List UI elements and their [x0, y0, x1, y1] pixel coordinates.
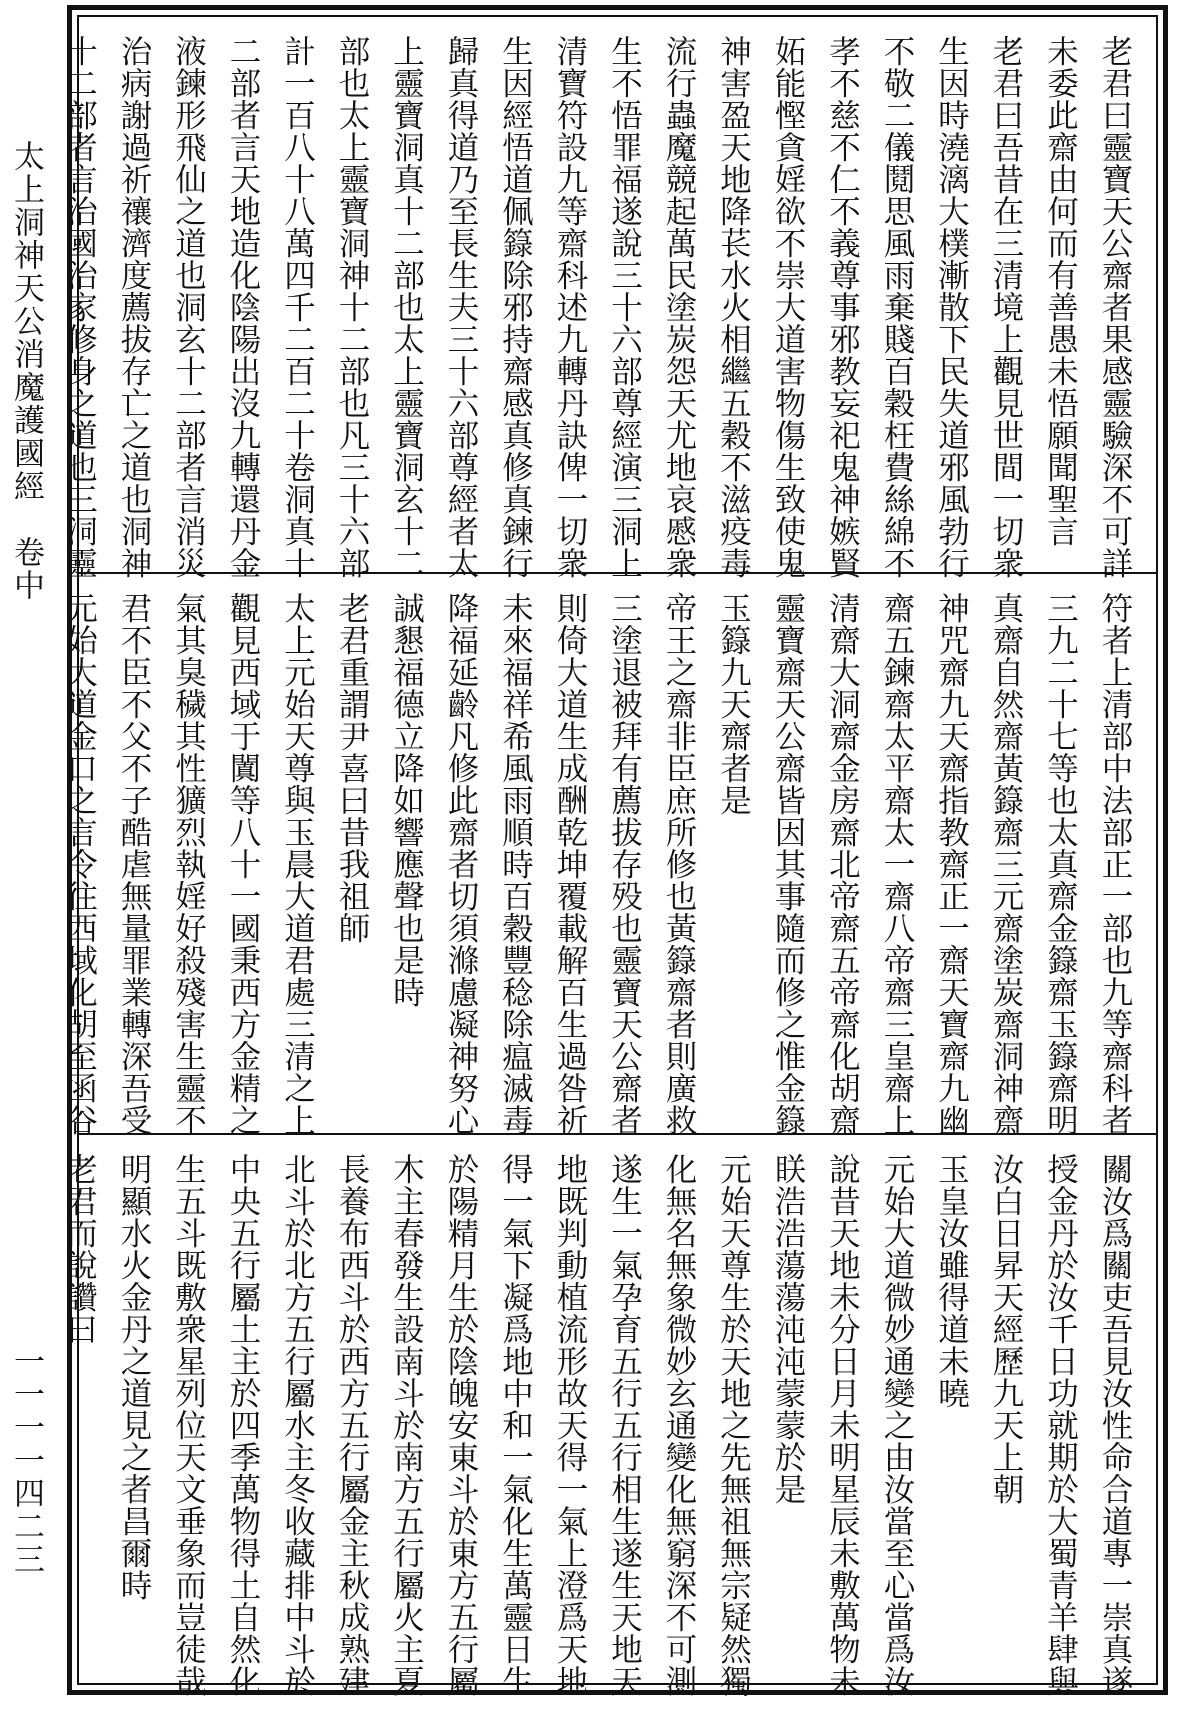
text-column: 老君曰靈寶天公齋者果感靈驗深不可詳	[1097, 35, 1133, 579]
text-column: 清齋大洞齋金房齋北帝齋五帝齋化胡齋	[824, 592, 861, 1136]
page-frame	[61, 5, 1168, 1697]
text-column: 元始大道金口之言令往西域化胡至函谷	[61, 592, 98, 1136]
text-column: 部也太上靈寶洞神十二部也凡三十六部	[334, 35, 370, 579]
text-column: 帝王之齋非臣庶所修也黃籙齋者則廣救	[661, 592, 697, 1136]
volume-title: 太上洞神天公消魔護國經 卷中	[8, 140, 44, 602]
text-column: 誠懇福德立降如響應聲也是時	[388, 592, 425, 1008]
text-column: 妬能慳貪婬欲不崇大道害物傷生致使鬼	[770, 35, 806, 579]
text-column: 生因時澆漓大樸漸散下民失道邪風勃行	[933, 35, 970, 579]
text-column: 元始大道微妙通變之由汝當至心當爲汝	[879, 1153, 915, 1697]
text-column: 孝不慈不仁不義尊事邪教妄祀鬼神嫉賢	[824, 35, 861, 579]
text-column: 治病謝過祈禳濟度薦拔存亡之道也洞神	[116, 35, 152, 579]
text-column: 玉皇汝雖得道未曉	[933, 1153, 970, 1409]
text-column: 君不臣不父不子酷虐無量罪業轉深吾受	[116, 592, 152, 1136]
text-column: 北斗於北方五行屬水主冬收藏排中斗於	[279, 1153, 316, 1697]
text-column: 降福延齡凡修此齋者切須滌慮凝神努心	[443, 592, 479, 1136]
text-column: 說昔天地未分日月未明星辰未敷萬物未	[824, 1153, 861, 1697]
text-column: 生因經悟道佩籙除邪持齋感真修真鍊行	[497, 35, 534, 579]
text-column: 未來福祥希風雨順時百穀豐稔除瘟滅毒	[497, 592, 534, 1136]
text-column: 十二部者言治國治家修身之道也三洞靈	[61, 35, 98, 579]
text-column: 液鍊形飛仙之道也洞玄十二部者言消災	[170, 35, 207, 579]
text-panel-bottom	[61, 1133, 1156, 1697]
text-column: 玉籙九天齋者是	[715, 592, 752, 816]
text-column: 上靈寶洞真十二部也太上靈寶洞玄十二	[388, 35, 425, 579]
text-column: 明顯水火金丹之道見之者昌爾時	[116, 1153, 152, 1601]
text-column: 地既判動植流形故天得一氣上澄爲天地	[552, 1153, 588, 1697]
text-column: 汝白日昇天經歷九天上朝	[988, 1153, 1024, 1505]
text-column: 生五斗既敷衆星列位天文垂象而豈徒哉	[170, 1153, 207, 1697]
text-column: 中央五行屬土主於四季萬物得土自然化	[225, 1153, 261, 1697]
text-column: 化無名無象微妙玄通變化無窮深不可測	[661, 1153, 697, 1697]
text-column: 二部者言天地造化陰陽出沒九轉還丹金	[225, 35, 261, 579]
text-column: 不敬二儀鬩思風雨棄賤百穀枉費絲綿不	[879, 35, 915, 579]
panel-text	[52, 592, 1142, 1136]
panel-text	[52, 35, 1142, 579]
text-column: 神害盈天地降苌水火相繼五穀不滋疫毒	[715, 35, 752, 579]
text-panel-middle	[61, 572, 1156, 1136]
text-column: 靈寶齋天公齋皆因其事隨而修之惟金籙	[770, 592, 806, 1136]
text-block	[61, 15, 1158, 1697]
text-column: 三九二十七等也太真齋金籙齋玉籙齋明	[1042, 592, 1079, 1136]
text-column: 關汝爲關吏吾見汝性命合道專一崇真遂	[1097, 1153, 1133, 1697]
text-column: 齋五鍊齋太平齋太一齋八帝齋三皇齋上	[879, 592, 915, 1136]
text-column: 符者上清部中法部正一部也九等齋科者	[1097, 592, 1133, 1136]
text-column: 未委此齋由何而有善愚未悟願聞聖言	[1042, 35, 1079, 547]
text-column: 計一百八十八萬四千二百二十卷洞真十	[279, 35, 316, 579]
text-column: 真齋自然齋黃籙齋三元齋塗炭齋洞神齋	[988, 592, 1024, 1136]
text-column: 長養布西斗於西方五行屬金主秋成熟建	[334, 1153, 370, 1697]
text-column: 遂生一氣孕育五行五行相生遂生天地天	[606, 1153, 643, 1697]
text-column: 三塗退被拜有薦拔存殁也靈寶天公齋者	[606, 592, 643, 1136]
text-column: 清寶符設九等齋科述九轉丹訣俾一切衆	[552, 35, 588, 579]
text-panel-top	[61, 17, 1156, 579]
text-column: 授金丹於汝千日功就期於大蜀青羊肆與	[1042, 1153, 1079, 1697]
text-column: 氣其臭穢其性獷烈執婬好殺殘害生靈不	[170, 592, 207, 1136]
text-column: 木主春發生設南斗於南方五行屬火主夏	[388, 1153, 425, 1697]
text-column: 老君而說讚曰	[61, 1153, 98, 1345]
text-column: 老君曰吾昔在三清境上觀見世間一切衆	[988, 35, 1024, 579]
page-number: 一一一一四二三	[8, 1345, 44, 1576]
text-column: 歸真得道乃至長生夫三十六部尊經者太	[443, 35, 479, 579]
text-column: 觀見西域于闐等八十一國秉西方金精之	[225, 592, 261, 1136]
text-column: 得一氣下凝爲地中和一氣化生萬靈日生	[497, 1153, 534, 1697]
text-column: 太上元始天尊與玉晨大道君處三清之上	[279, 592, 316, 1136]
text-column: 元始天尊生於天地之先無祖無宗疑然獨	[715, 1153, 752, 1697]
text-column: 眹浩浩蕩蕩沌沌蒙蒙於是	[770, 1153, 806, 1505]
text-column: 生不悟罪福遂說三十六部尊經演三洞上	[606, 35, 643, 579]
text-column: 於陽精月生於陰魄安東斗於東方五行屬	[443, 1153, 479, 1697]
panel-text	[52, 1153, 1142, 1697]
text-column: 流行蟲魔競起萬民塗炭怨天尤地哀慼衆	[661, 35, 697, 579]
text-column: 老君重謂尹喜曰昔我祖師	[334, 592, 370, 944]
text-column: 則倚大道生成酬乾坤覆載解百生過咎祈	[552, 592, 588, 1136]
text-column: 神咒齋九天齋指教齋正一齋天寶齋九幽	[933, 592, 970, 1136]
